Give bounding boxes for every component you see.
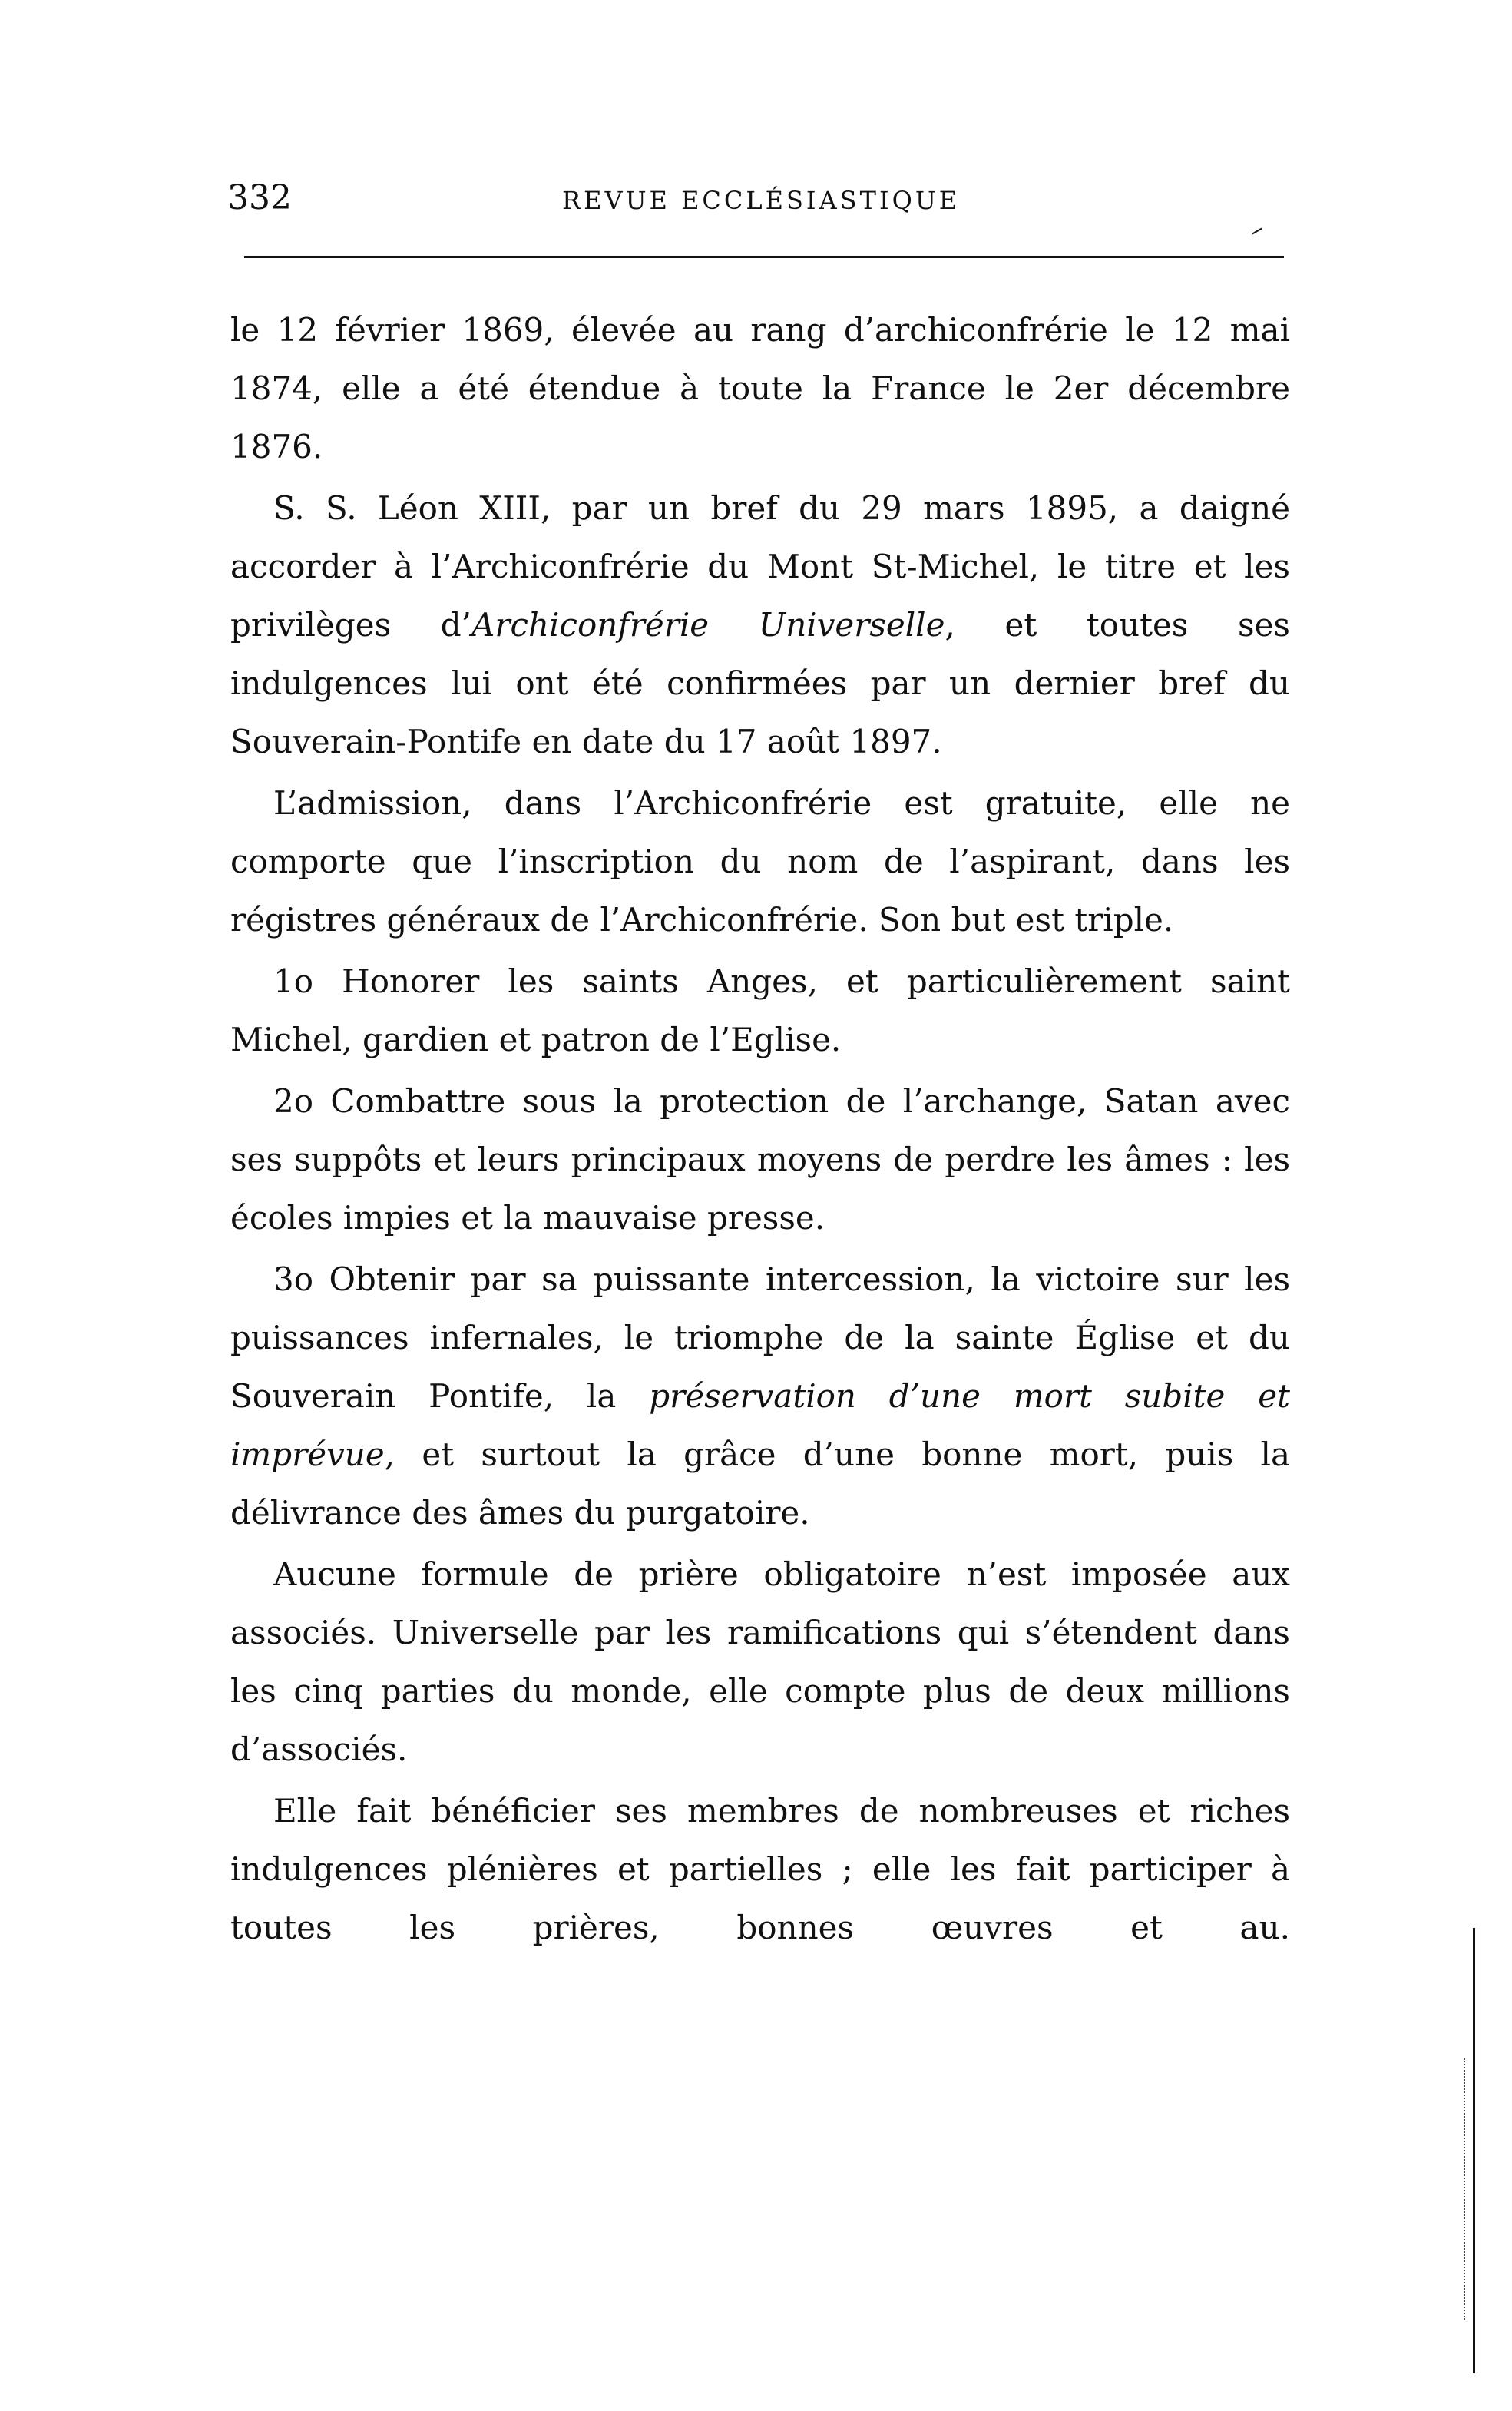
running-head: [227, 175, 1287, 221]
paragraph-2-text-start: S. S. Léon XIII, par un bref du 29 mars 1895, a daigné accorder à l’Archiconfrérie du Mont St-Michel, le titre et les privilèges d’: [230, 489, 1290, 644]
paragraph-6-italic: préservation d’une mort subite et imprévue: [230, 1377, 1290, 1473]
header-rule: [244, 256, 1284, 258]
journal-title: REVUE ECCLÉSIASTIQUE: [562, 186, 961, 215]
paragraph-6-text-start: 3o Obtenir par sa puissante intercession, la victoire sur les puissances infernales, le triomphe de la sainte Église et du Souverain Pontife, la: [230, 1260, 1290, 1415]
header-rule-mark: [1252, 228, 1262, 235]
paragraph-3: L’admission, dans l’Archiconfrérie est gratuite, elle ne comporte que l’inscription du nom de l’aspirant, dans les régistres généraux de l’Archiconfrérie. Son but est triple.: [230, 784, 1290, 939]
paragraph-6: [230, 1250, 1290, 1542]
paragraph-2-text-end: , et toutes ses indulgences lui ont été confirmées par un dernier bref du Souverain-Pontife en date du 17 août 1897.: [230, 606, 1290, 760]
paragraph-5: 2o Combattre sous la protection de l’archange, Satan avec ses suppôts et leurs principaux moyens de perdre les âmes : les écoles impies et la mauvaise presse.: [230, 1082, 1290, 1237]
paragraph-6-text-end: , et surtout la grâce d’une bonne mort, puis la délivrance des âmes du purgatoire.: [230, 1436, 1290, 1532]
paragraph-4: 1o Honorer les saints Anges, et particulièrement saint Michel, gardien et patron de l’Eglise.: [230, 962, 1290, 1058]
body-text: [230, 301, 1290, 1960]
paragraph-2-italic: Archiconfrérie Universelle: [471, 606, 945, 644]
paragraph-1: le 12 février 1869, élevée au rang d’archiconfrérie le 12 mai 1874, elle a été étendue à toute la France le 2er décembre 1876.: [230, 311, 1290, 465]
paragraph-2: [230, 479, 1290, 771]
paragraph-8: Elle fait bénéficier ses membres de nombreuses et riches indulgences plénières et partielles ; elle les fait participer à toutes les prières, bonnes œuvres et au.: [230, 1792, 1290, 1946]
margin-rule: [1473, 1928, 1475, 2373]
page-number: 332: [227, 178, 292, 217]
margin-dotted-rule: [1464, 2058, 1465, 2320]
paragraph-7: Aucune formule de prière obligatoire n’est imposée aux associés. Universelle par les ramifications qui s’étendent dans les cinq parties du monde, elle compte plus de deux millions d’associés.: [230, 1555, 1290, 1768]
